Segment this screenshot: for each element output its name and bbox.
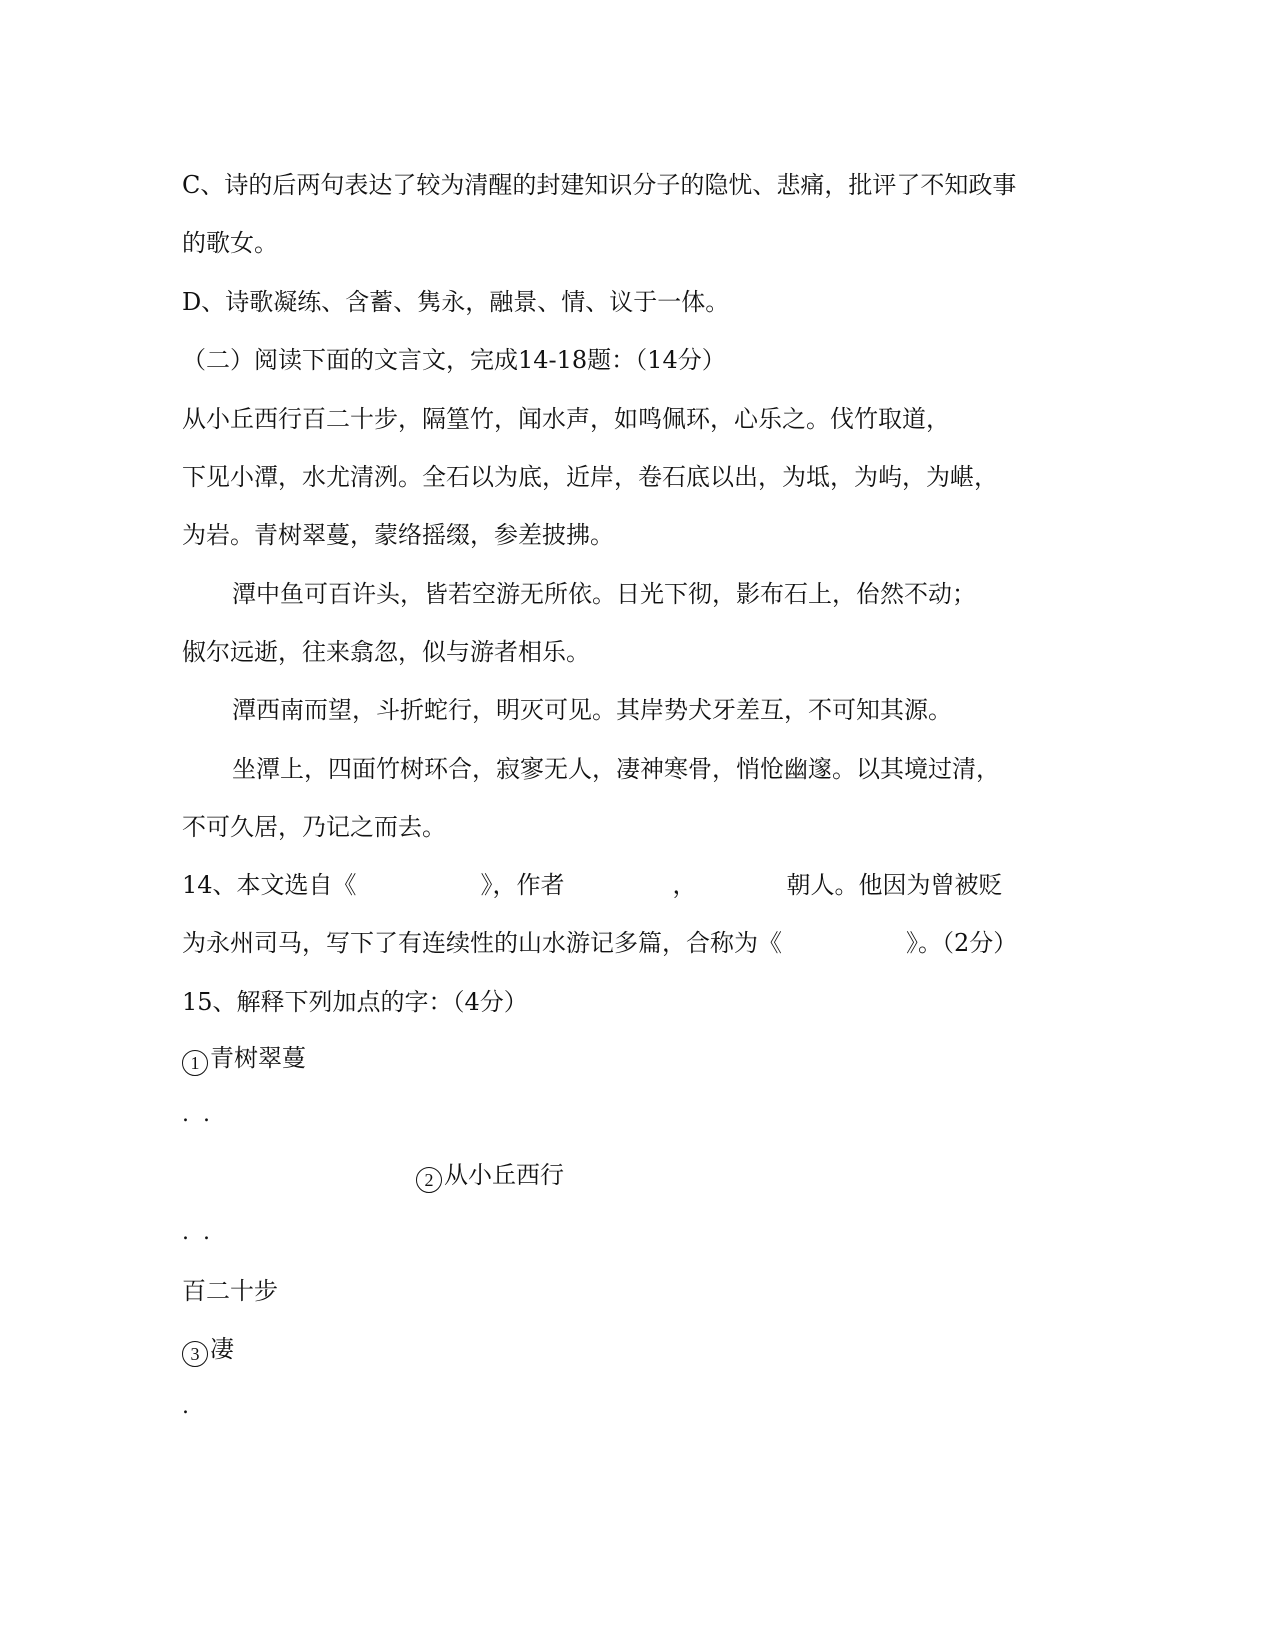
emphasis-dots: . (182, 1394, 203, 1419)
q15-item-2 (416, 1160, 564, 1193)
passage-line: 不可久居，乃记之而去。 (182, 813, 446, 841)
option-c-line2: 的歌女。 (182, 229, 278, 257)
q14-text: ， (672, 871, 697, 899)
q14-text: 》，作者 (480, 871, 565, 899)
option-c-line1: C、诗的后两句表达了较为清醒的封建知识分子的隐忧、悲痛，批评了不知政事 (182, 171, 1017, 199)
question-14-line2 (182, 928, 1017, 958)
circled-number-1: 1 (182, 1050, 208, 1076)
question-14-line1 (182, 870, 1003, 900)
circled-number-2: 2 (416, 1167, 442, 1193)
circled-number-3: 3 (182, 1341, 208, 1367)
option-d: D、诗歌凝练、含蓄、隽永，融景、情、议于一体。 (182, 288, 730, 316)
q15-item-1 (182, 1043, 306, 1076)
q15-item-text: 凄 (210, 1335, 234, 1363)
passage-line: 为岩。青树翠蔓，蒙络摇缀，参差披拂。 (182, 521, 614, 549)
question-15-title: 15、解释下列加点的字：（4分） (182, 988, 528, 1016)
q14-text: 为永州司马，写下了有连续性的山水游记多篇，合称为《 (182, 929, 782, 957)
passage-line: 从小丘西行百二十步，隔篁竹，闻水声，如鸣佩环，心乐之。伐竹取道， (182, 405, 950, 433)
emphasis-dots: .. (182, 1220, 224, 1245)
passage-line: 潭西南而望，斗折蛇行，明灭可见。其岸势犬牙差互，不可知其源。 (232, 696, 952, 724)
passage-line: 坐潭上，四面竹树环合，寂寥无人，凄神寒骨，悄怆幽邃。以其境过清， (232, 755, 1000, 783)
passage-line: 下见小潭，水尤清洌。全石以为底，近岸，卷石底以出，为坻，为屿，为嵁， (182, 463, 998, 491)
q15-item-text: 从小丘西行 (444, 1161, 564, 1189)
q14-text: 朝人。他因为曾被贬 (786, 871, 1003, 899)
passage-line: 潭中鱼可百许头，皆若空游无所依。日光下彻，影布石上，佁然不动； (232, 580, 976, 608)
q14-text: 14、本文选自《 (182, 871, 357, 899)
q15-item-3 (182, 1334, 234, 1367)
emphasis-dots: .. (182, 1102, 224, 1127)
section-heading: （二）阅读下面的文言文，完成14-18题：（14分） (182, 346, 726, 374)
passage-line: 俶尔远逝，往来翕忽，似与游者相乐。 (182, 638, 590, 666)
q14-text: 》。（2分） (906, 929, 1018, 957)
q15-item-2-continued: 百二十步 (182, 1277, 278, 1305)
q15-item-text: 青树翠蔓 (210, 1044, 306, 1072)
